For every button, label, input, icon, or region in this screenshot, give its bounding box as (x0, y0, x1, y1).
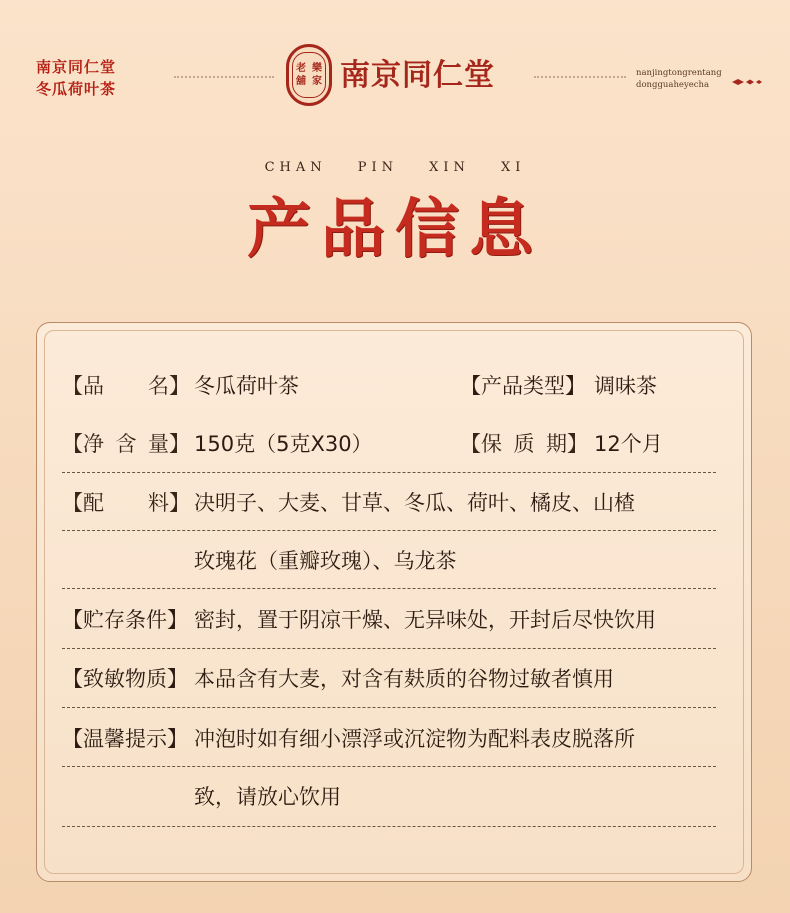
name-label: 【品 名】 (62, 374, 190, 398)
seal-char: 家 (312, 76, 322, 87)
ingredients-line2: 玫瑰花（重瓣玫瑰）、乌龙茶 (194, 549, 457, 573)
tip-line1: 冲泡时如有细小漂浮或沉淀物为配料表皮脱落所 (194, 727, 635, 751)
brand-center-name: 南京同仁堂 (340, 58, 495, 93)
net-content-value: 150克（5克X30） (194, 432, 373, 456)
row-divider (62, 826, 716, 827)
ingredients-line1: 决明子、大麦、甘草、冬瓜、荷叶、橘皮、山楂 (194, 491, 635, 515)
row-divider (62, 707, 716, 708)
row-divider (62, 588, 716, 589)
row-divider (62, 648, 716, 649)
seal-inner (292, 52, 326, 98)
row-divider (62, 530, 716, 531)
brand-right (636, 67, 722, 91)
allergen-value: 本品含有大麦，对含有麸质的谷物过敏者慎用 (194, 667, 614, 691)
type-value: 调味茶 (594, 374, 657, 398)
brand-seal-logo (286, 44, 332, 106)
net-content-label: 【净 含 量】 (62, 432, 190, 456)
name-value: 冬瓜荷叶茶 (194, 374, 299, 398)
row-divider (62, 472, 716, 473)
brand-right-line1: nanjingtongrentang (636, 68, 722, 78)
allergen-label: 【致敏物质】 (62, 667, 188, 691)
storage-value: 密封，置于阴凉干燥、无异味处，开封后尽快饮用 (194, 608, 656, 632)
row-divider (62, 766, 716, 767)
brand-left-line1: 南京同仁堂 (36, 58, 117, 76)
seal-char: 樂 (312, 63, 322, 74)
seal-char: 老 (296, 63, 306, 74)
info-card-inner-border (44, 330, 744, 874)
section-subtitle-pinyin: CHAN PIN XIN XI (264, 160, 526, 175)
tip-label: 【温馨提示】 (62, 727, 188, 751)
storage-label: 【贮存条件】 (62, 608, 188, 632)
seal-char: 舖 (296, 76, 306, 87)
brand-left (36, 56, 146, 100)
brand-left-line2: 冬瓜荷叶茶 (36, 80, 117, 98)
brand-right-line2: dongguaheyecha (636, 80, 710, 90)
ornament-icon (732, 78, 762, 86)
dotted-divider-left (174, 76, 274, 78)
dotted-divider-right (534, 76, 626, 78)
shelf-life-label: 【保 质 期】 (460, 432, 588, 456)
shelf-life-value: 12个月 (594, 432, 663, 456)
section-title: 产品信息 (247, 192, 543, 267)
tip-line2: 致，请放心饮用 (194, 785, 341, 809)
ingredients-label: 【配 料】 (62, 491, 190, 515)
type-label: 【产品类型】 (460, 374, 586, 398)
